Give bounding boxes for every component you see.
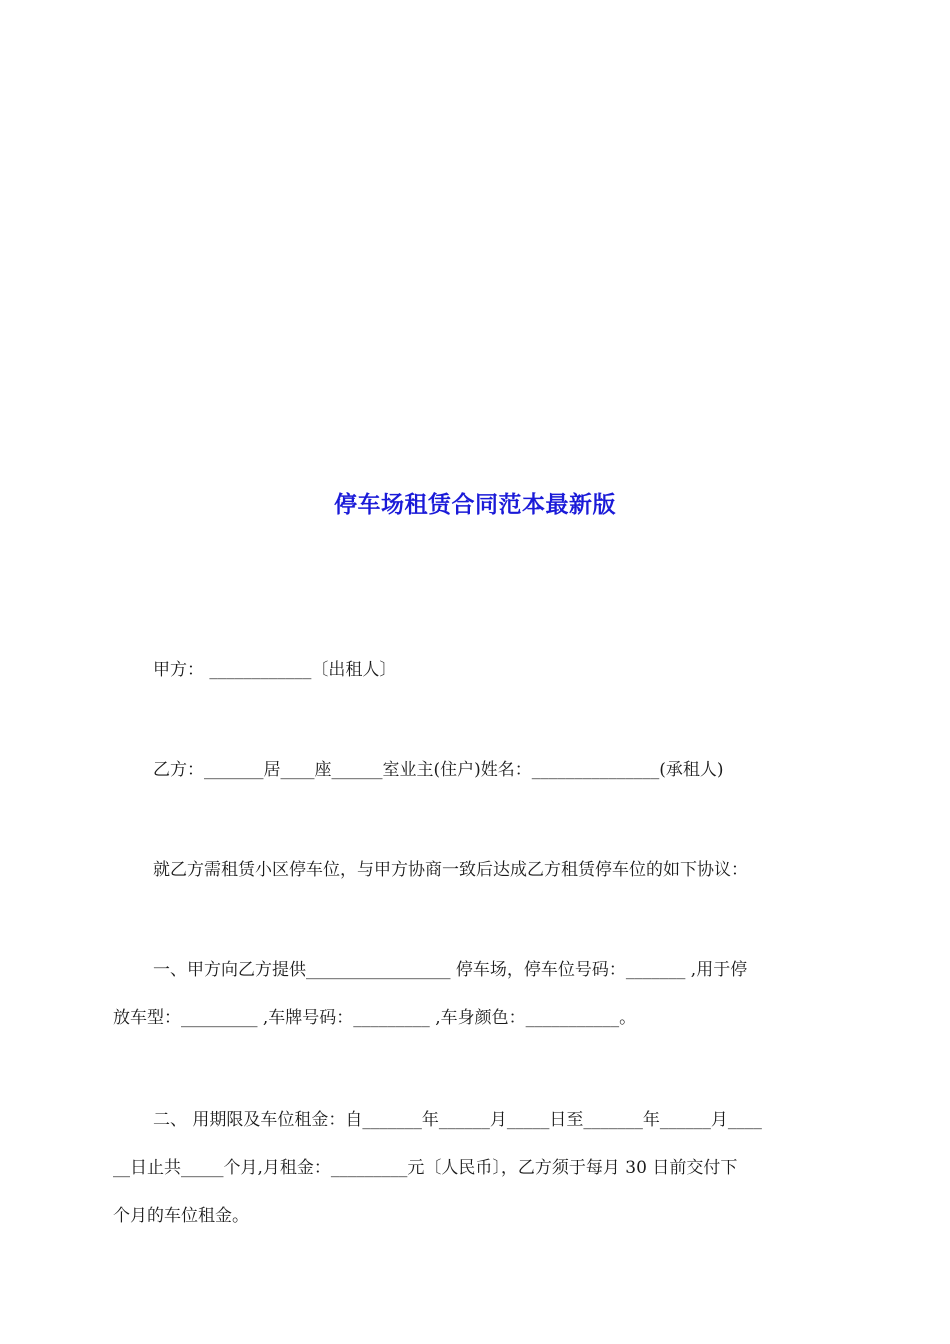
clause-1-line-1: 一、甲方向乙方提供_________________ 停车场，停车位号码：_______ ,用于停 — [153, 960, 748, 980]
preamble-line: 就乙方需租赁小区停车位，与甲方协商一致后达成乙方租赁停车位的如下协议： — [153, 860, 748, 880]
preamble-paragraph — [113, 846, 837, 894]
clause-1-paragraph — [113, 946, 837, 1042]
clause-1-line-2: 放车型：_________ ,车牌号码：_________ ,车身颜色：___________。 — [113, 1008, 637, 1028]
clause-2-line-2: __日止共_____个月,月租金：_________元〔人民币〕，乙方须于每月 30 日前交付下 — [113, 1158, 738, 1178]
party-b-paragraph — [113, 746, 837, 794]
party-b-line: 乙方：_______居____座______室业主(住户)姓名：_______________(承租人) — [153, 760, 724, 780]
clause-2-line-3: 个月的车位租金。 — [113, 1206, 249, 1226]
clause-2-line-1: 二、 用期限及车位租金：自_______年______月_____日至_______年______月____ — [153, 1110, 762, 1130]
party-a-line: 甲方： ____________〔出租人〕 — [153, 660, 397, 680]
clause-2-paragraph — [113, 1096, 837, 1240]
party-a-paragraph — [113, 646, 837, 694]
document-title: 停车场租赁合同范本最新版 — [334, 492, 616, 518]
